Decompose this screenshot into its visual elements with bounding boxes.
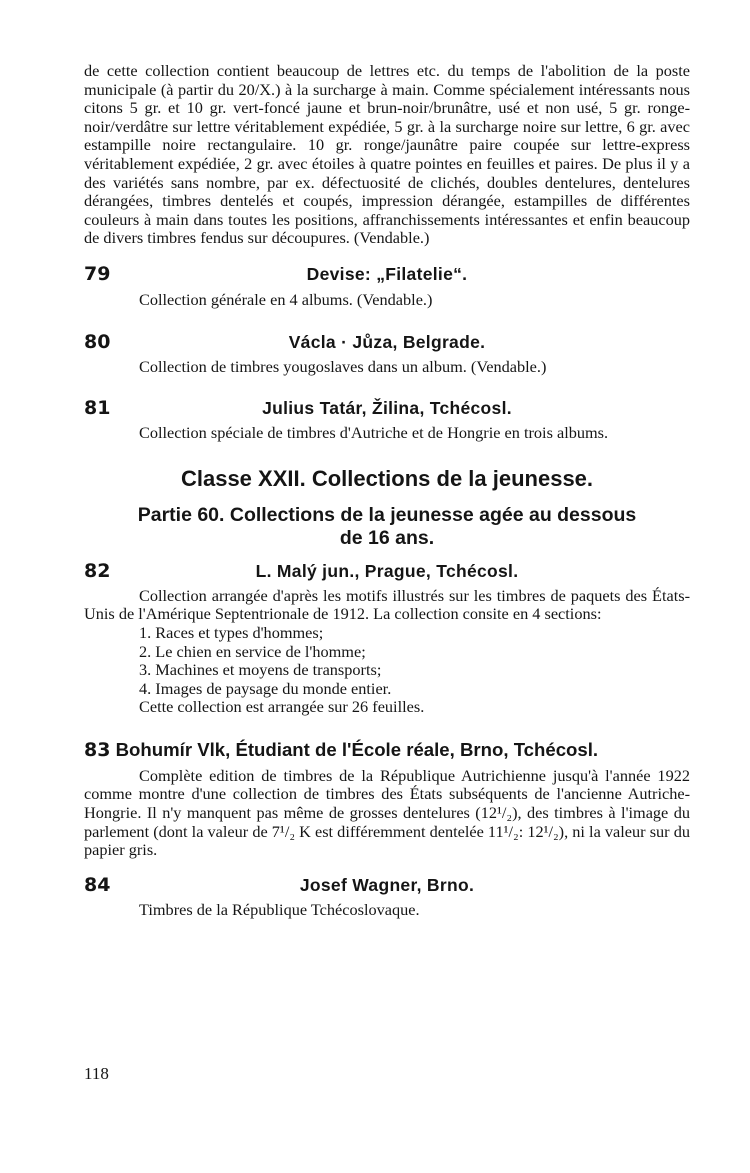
entry-81-title: Julius Tatár, Žilina, Tchécosl. [262,398,512,419]
page-number: 118 [84,1064,109,1083]
class-title: Classe XXII. Collections de la jeunesse. [180,465,594,491]
entry-82-number: 82 [84,559,111,582]
intro-paragraph: de cette collection contient beaucoup de lettres etc. du temps de l'abolition de la poste municipale (à partir du 20/X.) à la surcharge à main. Comme spécialement intéressants nous citons 5 gr. et 10 gr. vert-foncé jaune et brun-noir/brunâtre, usé et non usé, 5 gr. ronge-noir/verdâtre sur lettre véritablement expédiée, 5 gr. à la surcharge noire sur lettre, 6 gr. avec estampille noire rectangulaire. 10 gr. ronge/jaunâtre paire coupée sur lettre-express véritablement expédiée, 2 gr. avec étoiles à quatre pointes en feuilles et paires. De plus il y a des variétés sans nombre, par ex. défectuosité de clichés, doubles dentelures, dentelures dérangées, timbres dentelés et coupés, impression dérangée, estampilles de différentes couleurs à main dans toutes les positions, affranchissements intéressantes et enfin beaucoup de divers timbres fendus sur découpures. (Vendable.) [84,61,690,248]
list-item: 4. Images de paysage du monde entier. [139,678,392,698]
entry-82-title: L. Malý jun., Prague, Tchécosl. [255,560,519,581]
entry-81-number: 81 [84,397,111,420]
entry-84-number: 84 [84,873,111,896]
entry-82-section-list [84,624,690,698]
page-content [84,62,690,919]
entry-79-number: 79 [84,262,111,285]
entry-79-heading [84,261,690,287]
entry-81-text: Collection spéciale de timbres d'Autriche et de Hongrie en trois albums. [139,423,609,443]
entry-80-text: Collection de timbres yougoslaves dans un album. (Vendable.) [139,356,547,376]
entry-84-title: Josef Wagner, Brno. [299,874,475,895]
entry-80-title: Václa · Jůza, Belgrade. [288,331,486,352]
entry-83-text: Complète edition de timbres de la République Autrichienne jusqu'à l'année 1922 comme montre d'une collection de timbres des États subséquents de l'ancienne Autriche-Hongrie. Il n'y manquent pas même de grosses dentelures (12¹/₂), des timbres à l'image du parlement (dont la valeur de 7¹/₂ K est différemment dentelée 11¹/₂: 12¹/₂), ni la valeur sur du papier gris. [84,765,690,860]
entry-79-title: Devise: „Filatelie“. [306,263,468,284]
entry-80-heading [84,329,690,355]
entry-79-text: Collection générale en 4 albums. (Vendable.) [139,289,433,309]
entry-82-text: Collection arrangée d'après les motifs illustrés sur les timbres de paquets des États-Unis de l'Amérique Septentrionale de 1912. La collection consite en 4 sections: [84,585,690,624]
entry-83-heading [84,737,690,763]
entry-82-heading [84,558,690,584]
list-item: 3. Machines et moyens de transports; [139,660,382,680]
entry-80-number: 80 [84,330,111,353]
part-title-line-2: de 16 ans. [339,526,435,549]
entry-84-text: Timbres de la République Tchécoslovaque. [139,899,420,919]
entry-82-closing: Cette collection est arrangée sur 26 feuilles. [139,697,425,717]
list-item: 1. Races et types d'hommes; [139,622,324,642]
list-item: 2. Le chien en service de l'homme; [139,641,366,661]
part-title-line-1: Partie 60. Collections de la jeunesse agée au dessous [137,503,637,526]
entry-81-heading [84,395,690,421]
entry-83-number: 83 [84,738,111,761]
entry-84-heading [84,872,690,898]
entry-83-title: Bohumír Vlk, Étudiant de l'École réale, Brno, Tchécosl. [115,738,599,760]
